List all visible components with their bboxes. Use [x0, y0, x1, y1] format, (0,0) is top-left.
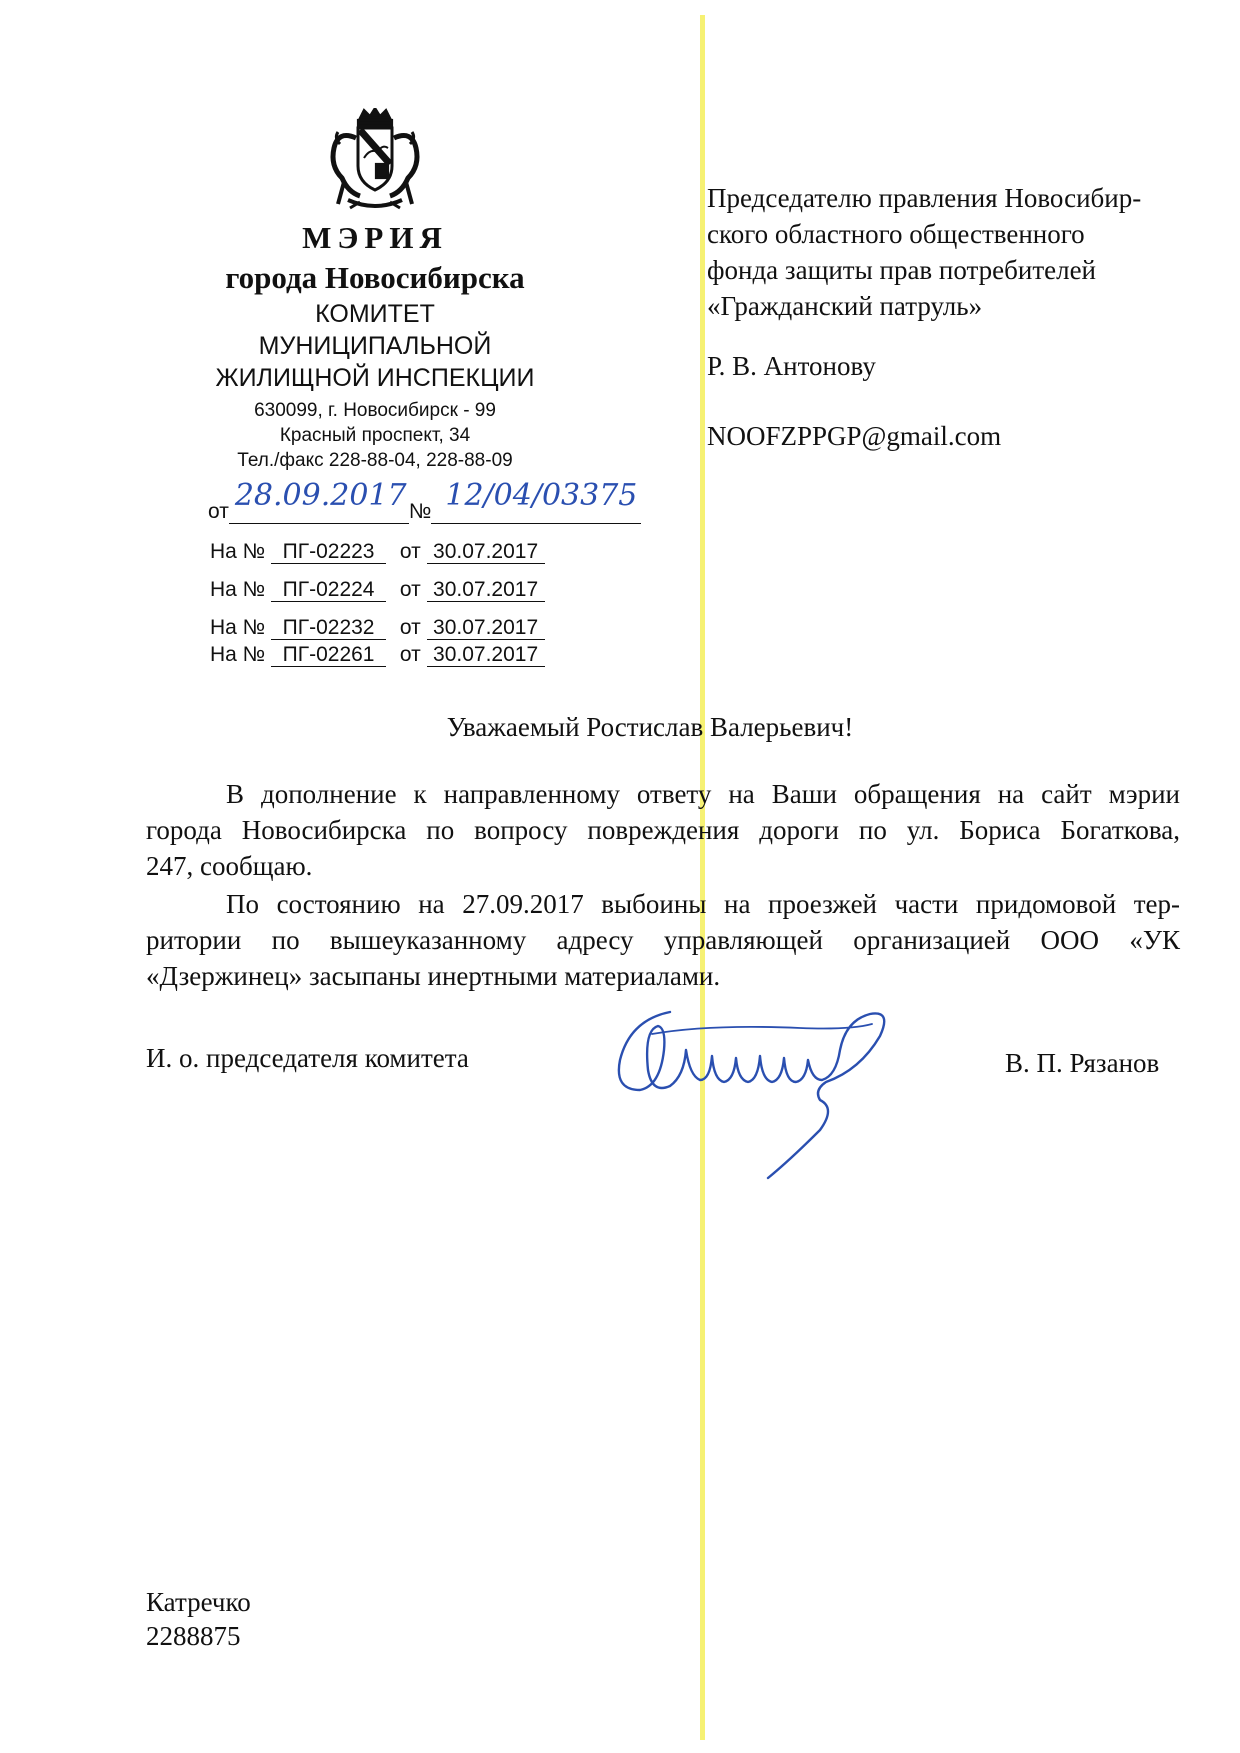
- handwritten-date: 28.09.2017: [234, 478, 407, 513]
- reference-from-label: от: [399, 578, 421, 601]
- addressee-line-1: Председателю правления Новосибир-: [707, 183, 1142, 213]
- reference-prefix: На №: [210, 643, 266, 666]
- coat-of-arms-icon: [320, 108, 430, 218]
- outgoing-number-row: [208, 478, 641, 524]
- reference-row: [210, 578, 545, 602]
- addressee-line-2: ского областного общественного: [707, 219, 1085, 249]
- number-blank: [431, 478, 641, 524]
- reference-prefix: На №: [210, 578, 266, 601]
- body-line: 247, сообщаю.: [146, 851, 313, 881]
- body-line: города Новосибирска по вопросу повреждения дороги по ул. Бориса Богаткова,: [146, 815, 1180, 845]
- reference-row: [210, 616, 545, 640]
- body-paragraph-2: [146, 886, 1180, 994]
- addressee-name: Р. В. Антонову: [707, 351, 876, 381]
- dept-line-3: ЖИЛИЩНОЙ ИНСПЕКЦИИ: [215, 364, 535, 392]
- reference-number: ПГ-02223: [271, 541, 386, 564]
- body-paragraph-1: [146, 776, 1180, 884]
- address-line-2: Красный проспект, 34: [279, 425, 471, 446]
- reference-row: [210, 643, 545, 667]
- body-line: В дополнение к направленному ответу на Ваши обращения на сайт мэрии: [226, 779, 1180, 809]
- body-line: По состоянию на 27.09.2017 выбоины на проезжей части придомовой тер-: [226, 889, 1180, 919]
- executor-name: Катречко: [146, 1587, 251, 1617]
- reference-number: ПГ-02261: [271, 644, 386, 667]
- handwritten-signature-icon: [600, 990, 940, 1180]
- number-label: №: [408, 500, 432, 523]
- reference-number: ПГ-02232: [271, 617, 386, 640]
- reference-date: 30.07.2017: [427, 579, 545, 602]
- body-line: «Дзержинец» засыпаны инертными материалами.: [146, 961, 721, 991]
- dept-line-2: МУНИЦИПАЛЬНОЙ: [258, 332, 492, 360]
- address-line-1: 630099, г. Новосибирск - 99: [254, 400, 496, 421]
- dept-line-1: КОМИТЕТ: [315, 300, 435, 328]
- org-name: МЭРИЯ: [302, 220, 448, 255]
- reference-date: 30.07.2017: [427, 541, 545, 564]
- reference-date: 30.07.2017: [427, 617, 545, 640]
- addressee-line-3: фонда защиты прав потребителей: [707, 255, 1097, 285]
- executor-phone: 2288875: [146, 1621, 241, 1651]
- addressee-block: [707, 180, 1141, 324]
- reference-row: [210, 540, 545, 564]
- reference-number: ПГ-02224: [271, 579, 386, 602]
- handwritten-number: 12/04/03375: [445, 478, 638, 513]
- signatory-name: В. П. Рязанов: [1005, 1048, 1160, 1078]
- reference-date: 30.07.2017: [427, 644, 545, 667]
- reference-prefix: На №: [210, 616, 266, 639]
- salutation: Уважаемый Ростислав Валерьевич!: [446, 712, 854, 742]
- addressee-email: NOOFZPPGP@gmail.com: [707, 421, 1002, 451]
- reference-prefix: На №: [210, 540, 266, 563]
- date-blank: [229, 478, 409, 524]
- phone-fax: Тел./факс 228-88-04, 228-88-09: [237, 450, 513, 471]
- reference-from-label: от: [399, 616, 421, 639]
- executor-block: [146, 1585, 251, 1653]
- reference-from-label: от: [399, 643, 421, 666]
- addressee-line-4: «Гражданский патруль»: [707, 291, 983, 321]
- reference-from-label: от: [399, 540, 421, 563]
- org-city: города Новосибирска: [225, 260, 525, 295]
- body-line: ритории по вышеуказанному адресу управляющей организацией ООО «УК: [146, 925, 1180, 955]
- signatory-position: И. о. председателя комитета: [146, 1043, 469, 1073]
- ot-label: от: [208, 500, 229, 523]
